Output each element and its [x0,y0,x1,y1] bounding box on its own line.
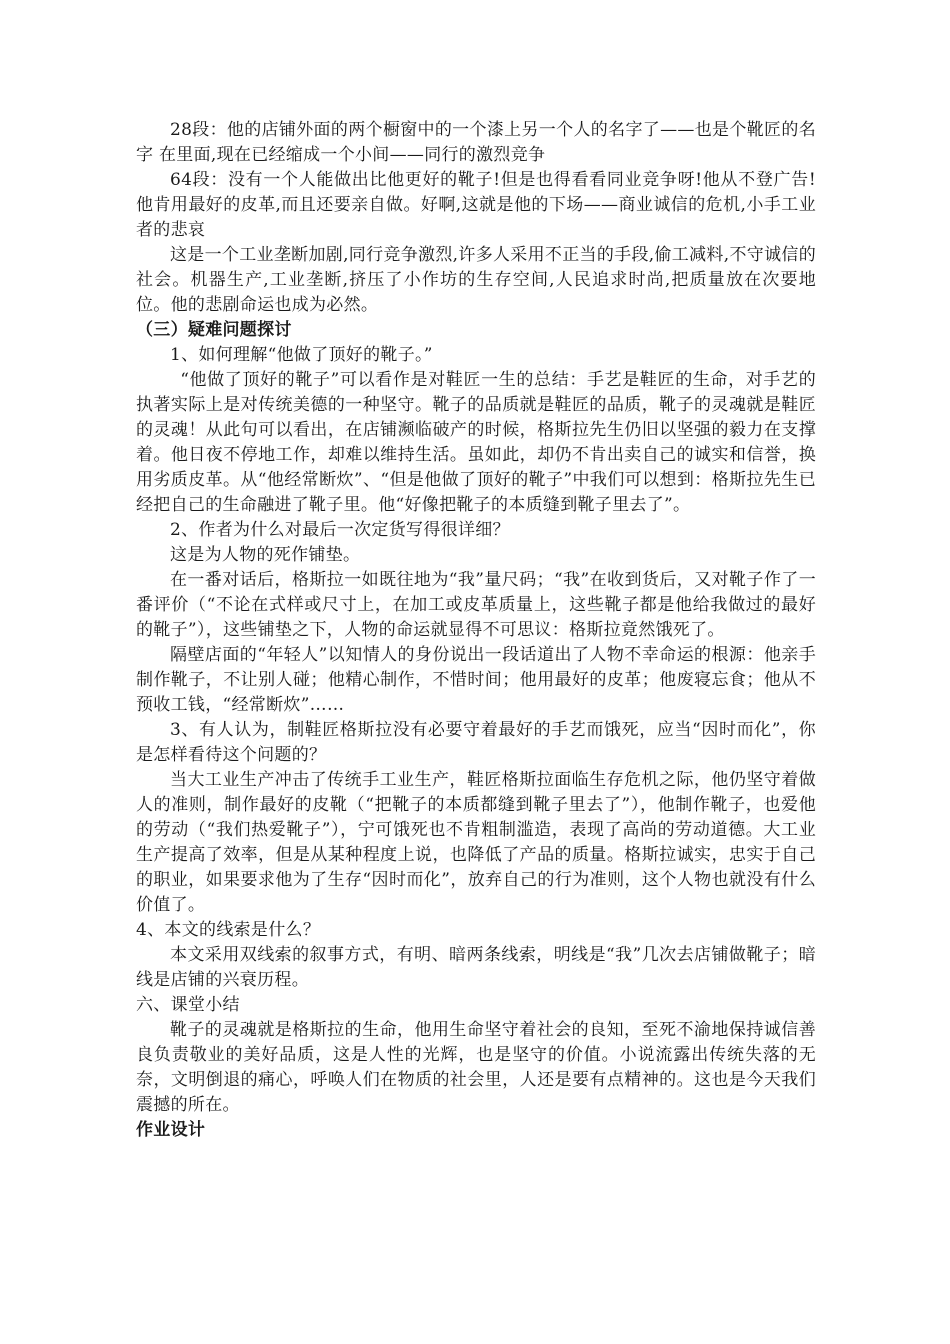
answer-1: “他做了顶好的靴子”可以看作是对鞋匠一生的总结：手艺是鞋匠的生命，对手艺的执著实际上是对传统美德的一种坚守。靴子的品质就是鞋匠的品质，靴子的灵魂就是鞋匠的灵魂！从此句可以看出，在店铺濒临破产的时候，格斯拉先生仍旧以坚强的毅力在支撑着。他日夜不停地工作，却难以维持生活。虽如此，却仍不肯出卖自己的诚实和信誉，换用劣质皮革。从“他经常断炊”、“但是他做了顶好的靴子”中我们可以想到：格斯拉先生已经把自己的生命融进了靴子里。他“好像把靴子的本质缝到靴子里去了”。 [136,370,816,515]
section-heading-difficult-questions: （三）疑难问题探讨 [136,320,292,340]
paragraph-28: 28段：他的店铺外面的两个橱窗中的一个漆上另一个人的名字了——也是个靴匠的名字 在里面,现在已经缩成一个小间——同行的激烈竞争 [136,120,816,165]
question-3: 3、有人认为，制鞋匠格斯拉没有必要守着最好的手艺而饿死，应当“因时而化”，你是怎样看待这个问题的？ [136,720,816,765]
document-page [136,118,816,1143]
section-heading-class-summary: 六、课堂小结 [136,995,240,1015]
paragraph-64: 64段：没有一个人能做出比他更好的靴子!但是也得看看同业竞争呀!他从不登广告!他肯用最好的皮革,而且还要亲自做。好啊,这就是他的下场——商业诚信的危机,小手工业者的悲哀 [136,170,816,240]
question-4: 4、本文的线索是什么？ [136,920,321,940]
answer-2-root-cause: 隔壁店面的“年轻人”以知情人的身份说出一段话道出了人物不幸命运的根源：他亲手制作靴子，不让别人碰；他精心制作，不惜时间；他用最好的皮革；他废寝忘食；他从不预收工钱，“经常断炊”…… [136,645,816,715]
answer-3: 当大工业生产冲击了传统手工业生产，鞋匠格斯拉面临生存危机之际，他仍坚守着做人的准则，制作最好的皮靴（“把靴子的本质都缝到靴子里去了”），他制作靴子，也爱他的劳动（“我们热爱靴子”），宁可饿死也不肯粗制滥造，表现了高尚的劳动道德。大工业生产提高了效率，但是从某种程度上说，也降低了产品的质量。格斯拉诚实，忠实于自己的职业，如果要求他为了生存“因时而化”，放弃自己的行为准则，这个人物也就没有什么价值了。 [136,770,816,915]
conclusion-paragraph: 靴子的灵魂就是格斯拉的生命，他用生命坚守着社会的良知，至死不渝地保持诚信善良负责敬业的美好品质，这是人性的光辉，也是坚守的价值。小说流露出传统失落的无奈，文明倒退的痛心，呼唤人们在物质的社会里，人还是要有点精神的。这也是今天我们震撼的所在。 [136,1020,816,1115]
answer-2-detail: 在一番对话后，格斯拉一如既往地为“我”量尺码；“我”在收到货后，又对靴子作了一番评价（“不论在式样或尺寸上，在加工或皮革质量上，这些靴子都是他给我做过的最好的靴子”），这些铺垫之下，人物的命运就显得不可思议：格斯拉竟然饿死了。 [136,570,816,640]
answer-4: 本文采用双线索的叙事方式，有明、暗两条线索，明线是“我”几次去店铺做靴子；暗线是店铺的兴衰历程。 [136,945,816,990]
homework-heading: 作业设计 [136,1120,206,1140]
answer-2-intro: 这是为人物的死作铺垫。 [170,545,361,565]
question-2: 2、作者为什么对最后一次定货写得很详细？ [170,520,510,540]
question-1: 1、如何理解“他做了顶好的靴子。” [170,345,433,365]
paragraph-era-summary: 这是一个工业垄断加剧,同行竞争激烈,许多人采用不正当的手段,偷工减料,不守诚信的社会。机器生产,工业垄断,挤压了小作坊的生存空间,人民追求时尚,把质量放在次要地位。他的悲剧命运也成为必然。 [136,245,816,315]
